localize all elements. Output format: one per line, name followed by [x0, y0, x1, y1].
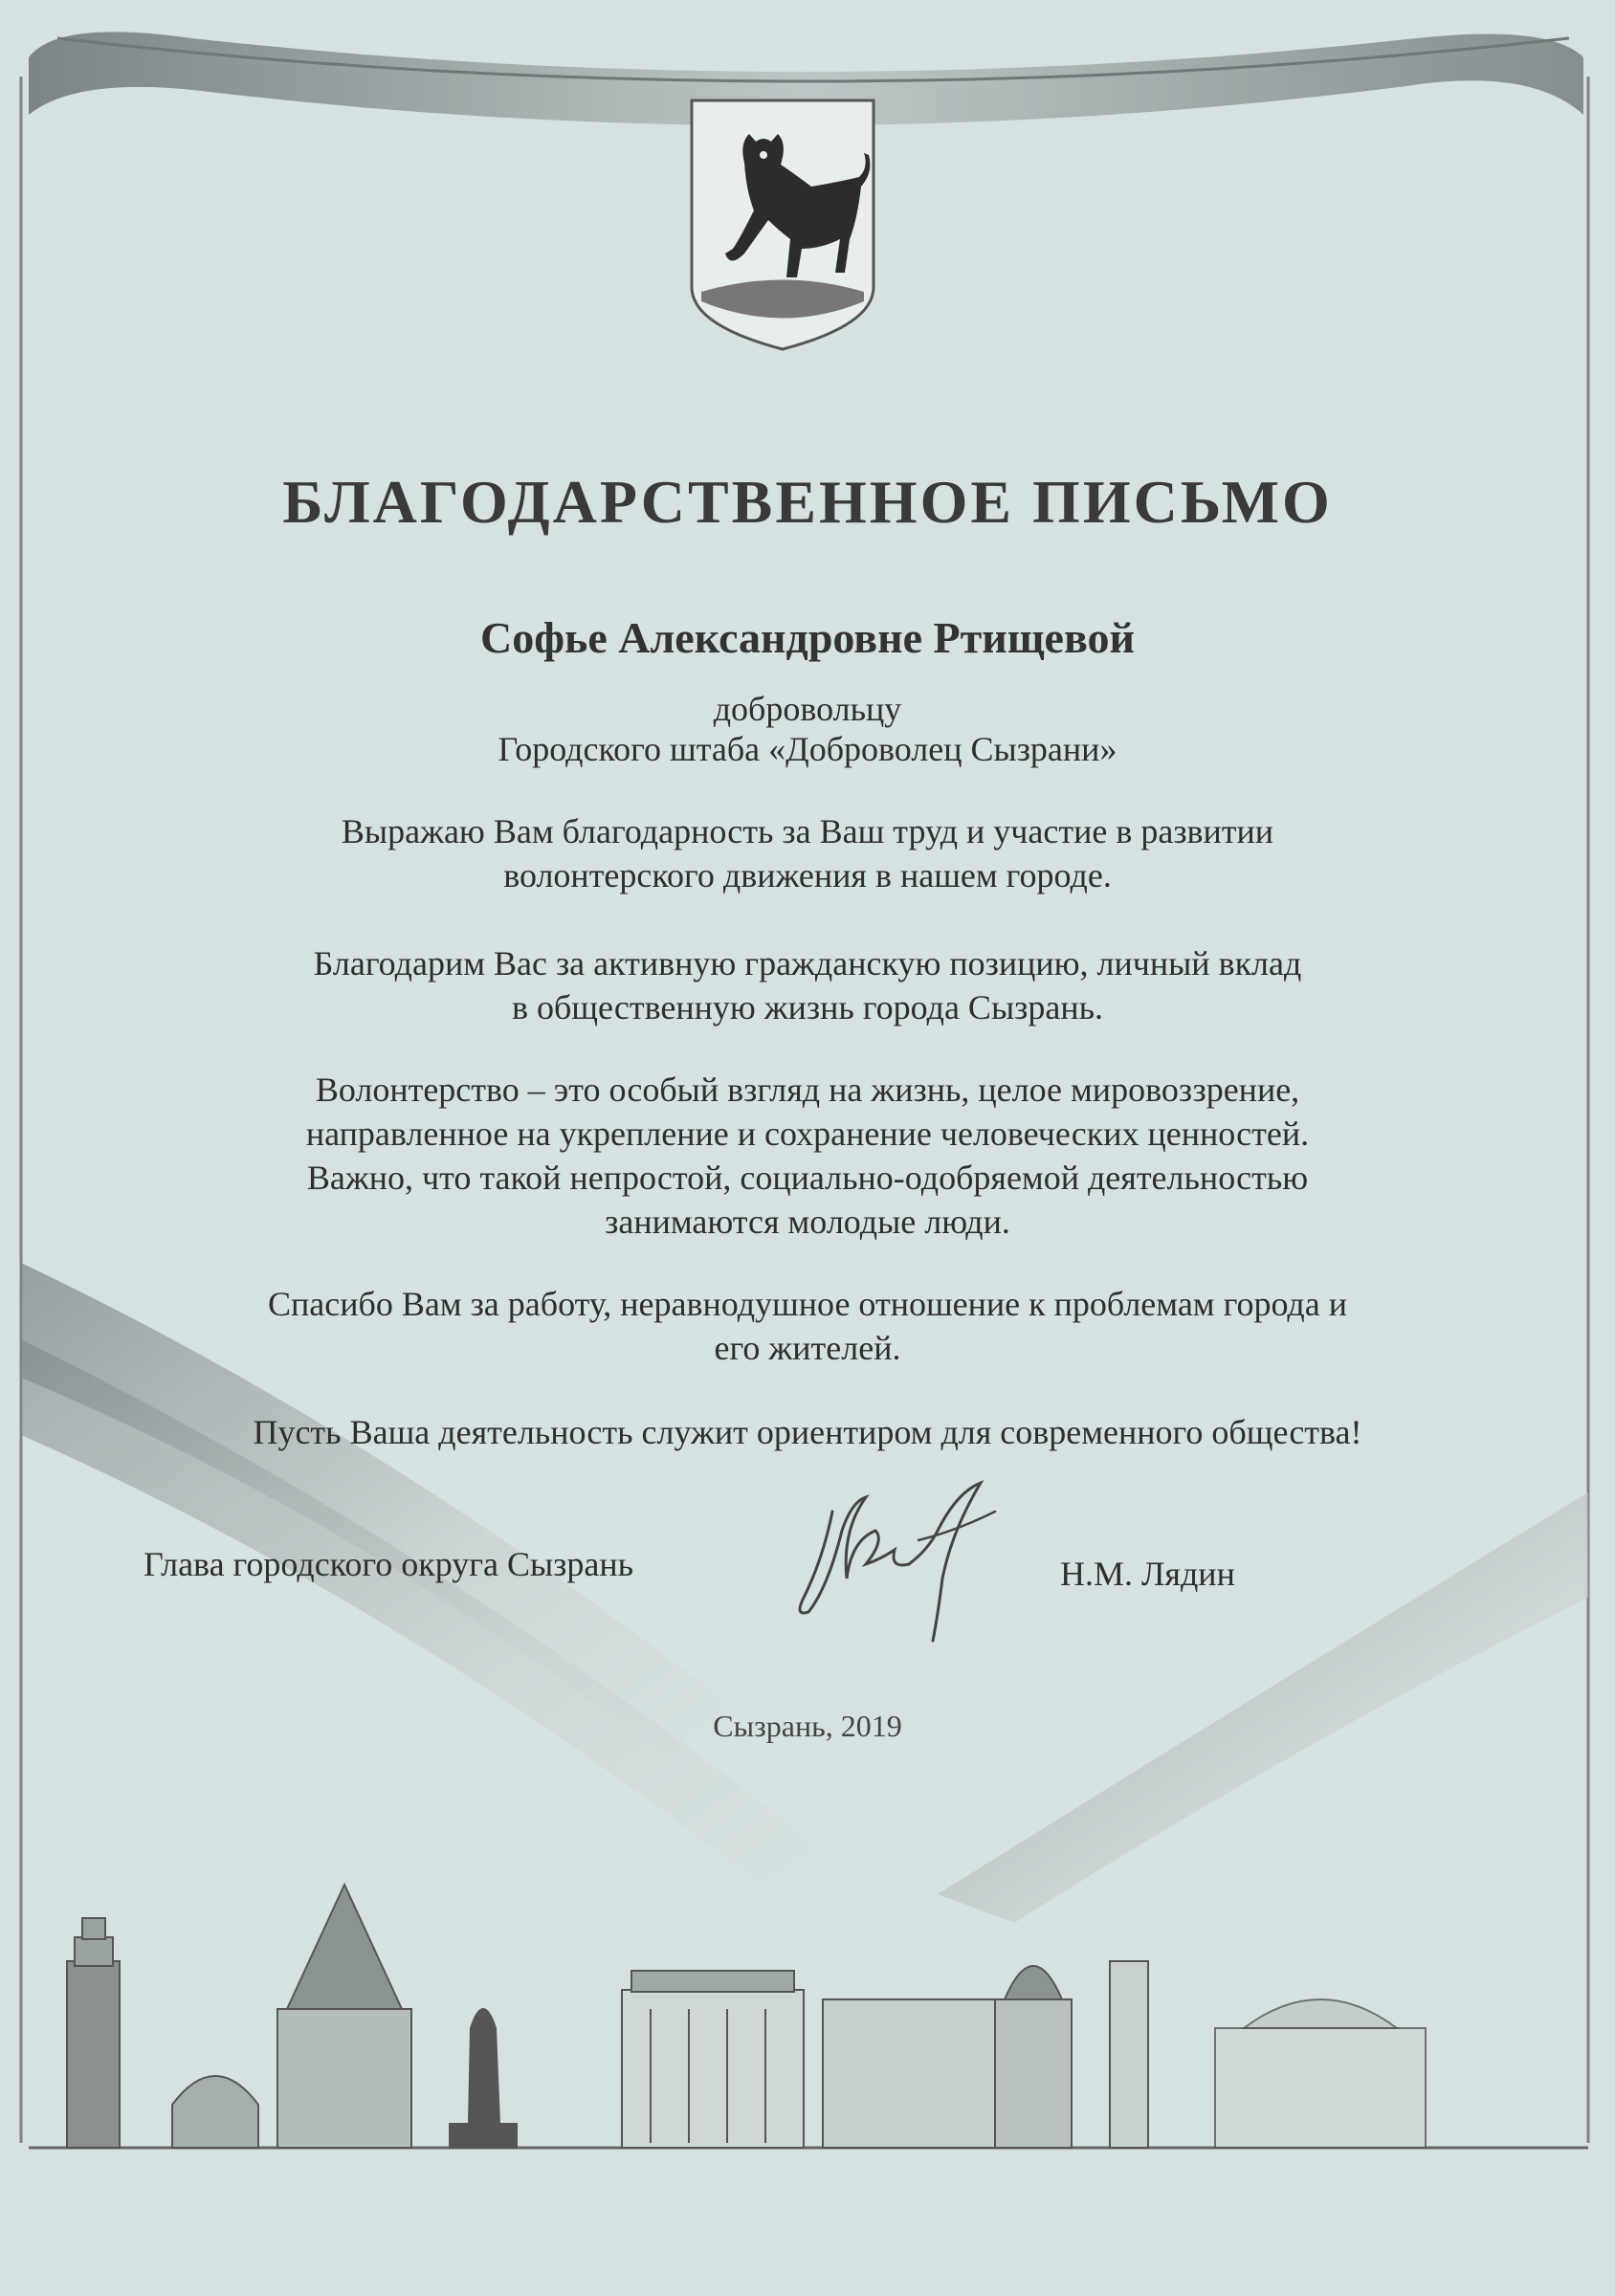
signatory-name: Н.М. Лядин [1060, 1555, 1235, 1593]
paragraph-3-line-2: направленное на укрепление и сохранение человеческих ценностей. [305, 1115, 1310, 1153]
paragraph-1-line-1: Выражаю Вам благодарность за Ваш труд и участие в развитии [341, 812, 1274, 850]
paragraph-4-line-1: Спасибо Вам за работу, неравнодушное отношение к проблемам города и [268, 1285, 1347, 1323]
city-skyline-illustration [57, 1837, 1550, 2152]
paragraph-3-line-1: Волонтерство – это особый взгляд на жизнь, целое мировоззрение, [315, 1071, 1300, 1109]
coat-of-arms-emblem [687, 96, 878, 354]
paragraph-2-line-1: Благодарим Вас за активную гражданскую позицию, личный вклад [313, 944, 1302, 982]
paragraph-2-line-2: в общественную жизнь города Сызрань. [511, 988, 1104, 1027]
recipient-name: Софье Александровне Ртищевой [479, 613, 1136, 662]
letter-title: БЛАГОДАРСТВЕННОЕ ПИСЬМО [282, 468, 1333, 536]
paragraph-3-line-3: Важно, что такой непростой, социально-одобряемой деятельностью [306, 1159, 1309, 1197]
paragraph-3-line-4: занимаются молодые люди. [605, 1203, 1010, 1241]
signatory-position: Глава городского округа Сызрань [144, 1545, 634, 1583]
recipient-role: добровольцу [713, 690, 902, 728]
paragraph-4-line-2: его жителей. [714, 1329, 901, 1367]
place-and-date: Сызрань, 2019 [713, 1709, 902, 1743]
handwritten-signature [775, 1473, 1033, 1665]
paragraph-5-line-1: Пусть Ваша деятельность служит ориентиром для современного общества! [253, 1413, 1362, 1451]
paragraph-1-line-2: волонтерского движения в нашем городе. [503, 856, 1112, 894]
recipient-organization: Городского штаба «Доброволец Сызрани» [498, 730, 1117, 768]
